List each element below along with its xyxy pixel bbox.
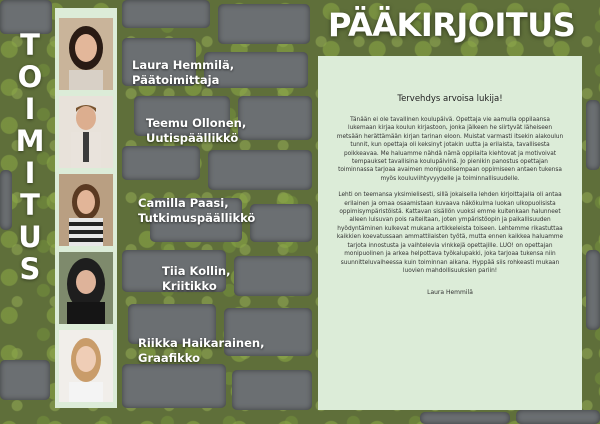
cobblestone bbox=[122, 146, 200, 180]
member-tiia bbox=[162, 264, 230, 294]
cobblestone bbox=[232, 370, 312, 410]
member-role: Kriitikko bbox=[162, 279, 217, 293]
side-title-letter: S bbox=[19, 252, 41, 286]
member-name: Teemu Ollonen, bbox=[146, 116, 247, 130]
cobblestone bbox=[516, 410, 600, 424]
cobblestone bbox=[420, 412, 510, 424]
editorial-letter bbox=[318, 56, 582, 410]
portrait-photo-laura bbox=[59, 18, 113, 90]
page-title: PÄÄKIRJOITUS bbox=[328, 6, 576, 44]
member-laura bbox=[132, 58, 234, 88]
cobblestone bbox=[122, 364, 226, 408]
portrait-photo-riikka bbox=[59, 330, 113, 402]
letter-greeting: Tervehdys arvoisa lukija! bbox=[397, 94, 503, 104]
side-title-letter: U bbox=[18, 220, 42, 254]
member-role: Päätoimittaja bbox=[132, 73, 220, 87]
portrait-photo-teemu bbox=[59, 96, 113, 168]
member-name: Tiia Kollin, bbox=[162, 264, 231, 278]
portrait-photo-camilla bbox=[59, 174, 113, 246]
cobblestone bbox=[208, 150, 312, 190]
cobblestone bbox=[234, 256, 312, 296]
cobblestone bbox=[218, 4, 310, 44]
member-role: Graafikko bbox=[138, 351, 201, 365]
side-title-letter: O bbox=[17, 60, 43, 94]
letter-signature: Laura Hemmilä bbox=[427, 289, 473, 297]
member-camilla bbox=[138, 196, 255, 226]
side-title-toimitus bbox=[10, 30, 50, 390]
photo-column bbox=[55, 8, 117, 408]
cobblestone bbox=[238, 96, 312, 140]
letter-paragraph: Tänään ei ole tavallinen koulupäivä. Opettaja vie aamulla oppilaansa lukemaan kirjaa koulun kirjastoon, jonka jälkeen he siirtyvät läheiseen metsään herättämään kirjan tarinan eloon. Muistat varmasti itsekin alakoulun tunnit, kun opettaja oli keksinyt jotakin uutta ja erilaista, tavallisesta poikkeavaa. Me haluamme nähdä nämä oppilaita kiehtovat ja motivoivat tempaukset tavallisina koulupäivinä. Jo pienikin panostus opettajan toiminnassa tarjoaa avaimen monipuolisempaan oppimiseen antaen tukensa myös kouluviihtyvyydelle ja toiminnallisuudelle. bbox=[336, 117, 564, 182]
member-name: Laura Hemmilä, bbox=[132, 58, 235, 72]
member-name: Camilla Paasi, bbox=[138, 196, 229, 210]
member-teemu bbox=[146, 116, 246, 146]
member-role: Uutispäällikkö bbox=[146, 131, 239, 145]
side-title-letter: I bbox=[24, 92, 36, 126]
member-role: Tutkimuspäällikkö bbox=[138, 211, 256, 225]
portrait-photo-tiia bbox=[59, 252, 113, 324]
member-name: Riikka Haikarainen, bbox=[138, 336, 265, 350]
side-title-letter: M bbox=[15, 124, 45, 158]
side-title-letter: T bbox=[20, 28, 40, 62]
cobblestone bbox=[586, 100, 600, 170]
member-riikka bbox=[138, 336, 264, 366]
side-title-letter: T bbox=[20, 188, 40, 222]
cobblestone bbox=[122, 0, 210, 28]
side-title-letter: I bbox=[24, 156, 36, 190]
letter-paragraph: Lehti on teemansa yksimielisesti, sillä jokaisella lehden kirjoittajalla oli antaa erilainen ja omaa osaamistaan kuvaava näkökulma luokan ulkopuolisista oppimisympäristöistä. Kattavan sisällön vuoksi emme kuitenkaan halunneet alleen luisuvan pois raiteiltaan, joten ympäristöopin ja paikallisuuden hyödyntäminen kulkevat mukana artikkeleista toiseen. Lehtemme rikastuttaa kaikkien koevatussaan ammattilaisten työtä, mutta ennen kaikkea haluamme tarjota innostusta ja vaihtelevia vinkkejä opettajille. LUO! on opettajan monipuolinen ja arkea helpottava työkalupakki, joka tarjoaa tukensa niin suunnitteluvaiheessa kuin toiminnan aikana. Hyppää siis rohkeasti mukaan luovien mahdollisuuksien pariin! bbox=[336, 192, 564, 274]
cobblestone bbox=[250, 204, 312, 242]
cobblestone bbox=[586, 250, 600, 330]
